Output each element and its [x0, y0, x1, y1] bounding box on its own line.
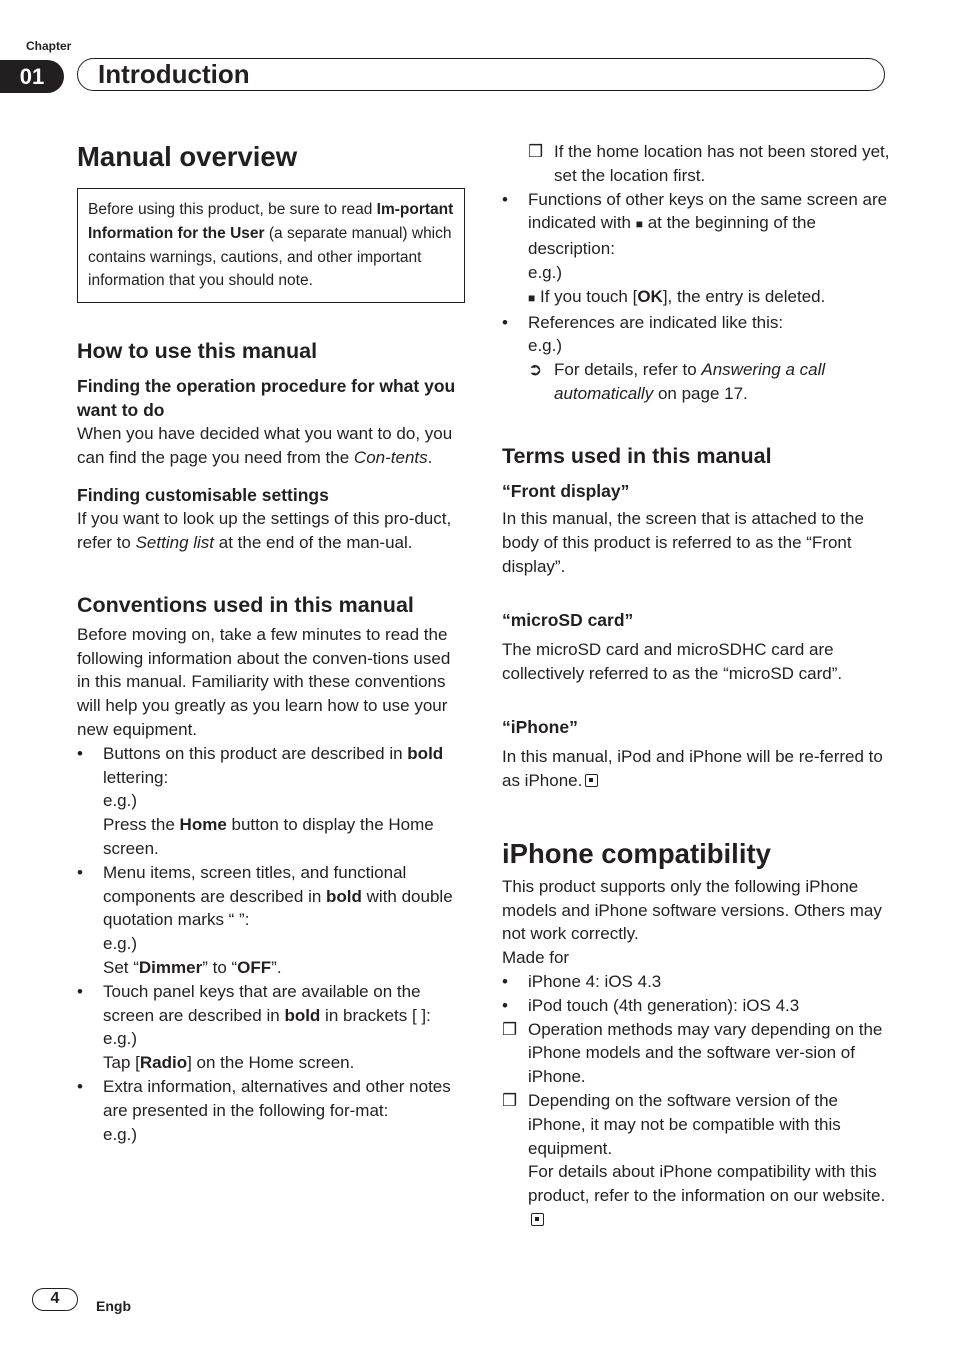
note-item: ❒ Depending on the software version of the iPhone, it may not be compatible with this equipment. For details about iPhone compatibility with this product, refer to the information on our website. — [502, 1089, 894, 1232]
list-item: • Menu items, screen titles, and functional components are described in bold with double quotation marks “ ”: e.g.) Set “Dimmer” to “OFF”. — [77, 862, 453, 978]
finding-procedure-heading: Finding the operation procedure for what you want to do — [77, 376, 456, 420]
finding-procedure-text: When you have decided what you want to do, you can find the page you need from the Con-tents. — [77, 424, 453, 467]
right-column — [502, 140, 894, 1232]
left-column — [77, 138, 467, 1146]
end-of-section-icon — [585, 774, 598, 787]
conventions-intro: Before moving on, take a few minutes to read the following information about the conven-tions used in this manual. Familiarity with these conventions will help you greatly as you learn how to use your new equipment. — [77, 624, 451, 740]
note-box-icon: ❒ — [502, 1019, 518, 1039]
how-to-use-heading: How to use this manual — [77, 339, 318, 364]
bullet-icon: • — [502, 972, 508, 992]
bullet-icon: • — [502, 189, 508, 209]
reference-arrow-icon: ➲ — [528, 360, 543, 380]
chapter-number: 01 — [0, 60, 64, 93]
note-box-icon: ❒ — [528, 142, 544, 161]
language-code: Engb — [96, 1298, 131, 1314]
list-item: • Functions of other keys on the same screen are indicated with ■ at the beginning of the description: e.g.) ■ If you touch [OK], the entry is deleted. — [502, 189, 888, 306]
finding-settings-heading: Finding customisable settings — [77, 484, 329, 505]
bullet-icon: • — [77, 1077, 83, 1097]
note-item: ❒ If the home location has not been stored yet, set the location first. — [528, 142, 890, 185]
bullet-icon: • — [77, 743, 83, 763]
list-item: • Touch panel keys that are available on the screen are described in bold in brackets [ ]: e.g.) Tap [Radio] on the Home screen. — [77, 981, 431, 1073]
front-display-text: In this manual, the screen that is attached to the body of this product is referred to as the “Front display”. — [502, 509, 864, 576]
manual-overview-heading: Manual overview — [77, 141, 298, 172]
front-display-heading: “Front display” — [502, 480, 630, 501]
chapter-label: Chapter — [26, 39, 72, 53]
list-item: • Buttons on this product are described in bold lettering: e.g.) Press the Home button to display the Home screen. — [77, 743, 444, 859]
bullet-icon: • — [502, 312, 508, 332]
page-number: 4 — [50, 1290, 60, 1307]
iphone-compatibility-heading: iPhone compatibility — [502, 837, 771, 869]
note-box-icon: ❒ — [502, 1091, 518, 1111]
made-for-label: Made for — [502, 948, 570, 968]
list-item: • References are indicated like this: e.g.) ➲ For details, refer to Answering a call automatically on page 17. — [502, 311, 894, 406]
list-item: • iPhone 4: iOS 4.3 — [502, 970, 894, 994]
bullet-icon: • — [77, 862, 83, 882]
list-item: • Extra information, alternatives and other notes are presented in the following for-mat: e.g.) — [77, 1077, 451, 1144]
chapter-title: Introduction — [98, 59, 250, 89]
notice-text-cont: (a separate manual) which contains warnings, cautions, and other important information that you should note. — [88, 224, 452, 290]
list-item: • iPod touch (4th generation): iOS 4.3 — [502, 994, 894, 1018]
compat-intro: This product supports only the following iPhone models and iPhone software versions. Others may not work correctly. — [502, 876, 882, 944]
end-of-section-icon — [531, 1213, 544, 1226]
square-icon: ■ — [528, 290, 536, 305]
finding-settings-text: If you want to look up the settings of this pro-duct, refer to Setting list at the end of the man-ual. — [77, 509, 452, 553]
note-item: ❒ Operation methods may vary depending on the iPhone models and the software ver-sion of iPhone. — [502, 1019, 883, 1087]
square-icon: ■ — [635, 217, 643, 232]
iphone-term-heading: “iPhone” — [502, 716, 578, 737]
bullet-icon: • — [77, 981, 83, 1001]
important-notice-box — [77, 188, 465, 303]
conventions-heading: Conventions used in this manual — [77, 592, 414, 617]
notice-text: Before using this product, be sure to read — [88, 201, 377, 218]
bullet-icon: • — [502, 995, 508, 1015]
iphone-term-text: In this manual, iPod and iPhone will be re-ferred to as iPhone. — [502, 747, 883, 791]
microsd-heading: “microSD card” — [502, 609, 634, 630]
reference-example: ➲ For details, refer to Answering a call automatically on page 17. — [528, 360, 826, 403]
terms-heading: Terms used in this manual — [502, 443, 772, 468]
microsd-text: The microSD card and microSDHC card are collectively referred to as the “microSD card”. — [502, 640, 843, 683]
notice-bold-title: Im-portant Information for the User — [88, 201, 454, 242]
